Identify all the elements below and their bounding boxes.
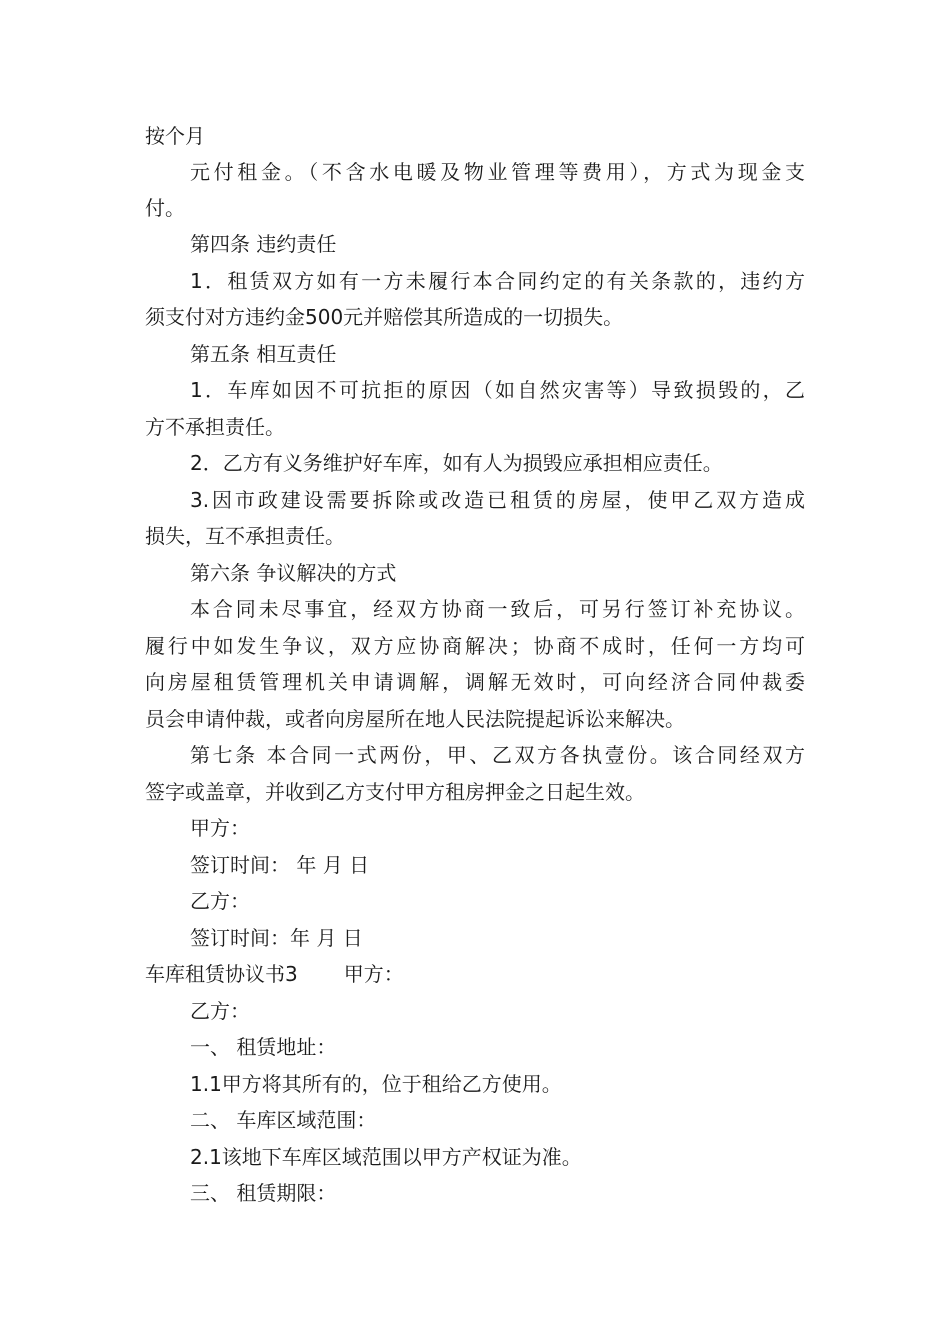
text-line: 员会申请仲裁，或者向房屋所在地人民法院提起诉讼来解决。 <box>145 707 685 731</box>
party-a-label: 甲方： <box>343 962 404 986</box>
text-line: 按个月 <box>145 124 205 148</box>
article-heading: 第四条 违约责任 <box>190 232 337 256</box>
agreement-title: 车库租赁协议书3 <box>145 962 298 986</box>
text-line: 向房屋租赁管理机关申请调解，调解无效时，可向经济合同仲裁委 <box>145 670 805 694</box>
text-line: 第七条 本合同一式两份，甲、乙双方各执壹份。该合同经双方 <box>190 743 805 767</box>
section-heading: 三、 租赁期限： <box>190 1181 337 1205</box>
party-a-label: 甲方： <box>190 816 250 840</box>
text-line: 履行中如发生争议，双方应协商解决；协商不成时，任何一方均可 <box>145 634 805 658</box>
text-line: 2.1该地下车库区域范围以甲方产权证为准。 <box>190 1145 582 1169</box>
text-line: 损失，互不承担责任。 <box>145 524 345 548</box>
article-heading: 第五条 相互责任 <box>190 342 337 366</box>
text-line: 1.1甲方将其所有的，位于租给乙方使用。 <box>190 1072 562 1096</box>
sign-date: 签订时间：年 月 日 <box>190 926 363 950</box>
article-heading: 第六条 争议解决的方式 <box>190 561 397 585</box>
section-heading: 一、 租赁地址： <box>190 1035 337 1059</box>
party-b-label: 乙方： <box>190 889 250 913</box>
text-line: 1．车库如因不可抗拒的原因（如自然灾害等）导致损毁的，乙 <box>190 378 805 402</box>
sign-date: 签订时间： 年 月 日 <box>190 853 370 877</box>
text-line: 签字或盖章，并收到乙方支付甲方租房押金之日起生效。 <box>145 780 645 804</box>
text-line: 须支付对方违约金500元并赔偿其所造成的一切损失。 <box>145 305 624 329</box>
party-b-label: 乙方： <box>190 999 250 1023</box>
text-line: 1．租赁双方如有一方未履行本合同约定的有关条款的，违约方 <box>190 269 805 293</box>
agreement-title-row <box>145 960 404 988</box>
text-line: 3.因市政建设需要拆除或改造已租赁的房屋，使甲乙双方造成 <box>190 488 805 512</box>
text-line: 2．乙方有义务维护好车库，如有人为损毁应承担相应责任。 <box>190 451 723 475</box>
text-line: 本合同未尽事宜，经双方协商一致后，可另行签订补充协议。 <box>190 597 805 621</box>
text-line: 方不承担责任。 <box>145 415 285 439</box>
text-line: 付。 <box>145 196 185 220</box>
text-line: 元付租金。（不含水电暖及物业管理等费用），方式为现金支 <box>190 160 805 184</box>
section-heading: 二、 车库区域范围： <box>190 1108 377 1132</box>
